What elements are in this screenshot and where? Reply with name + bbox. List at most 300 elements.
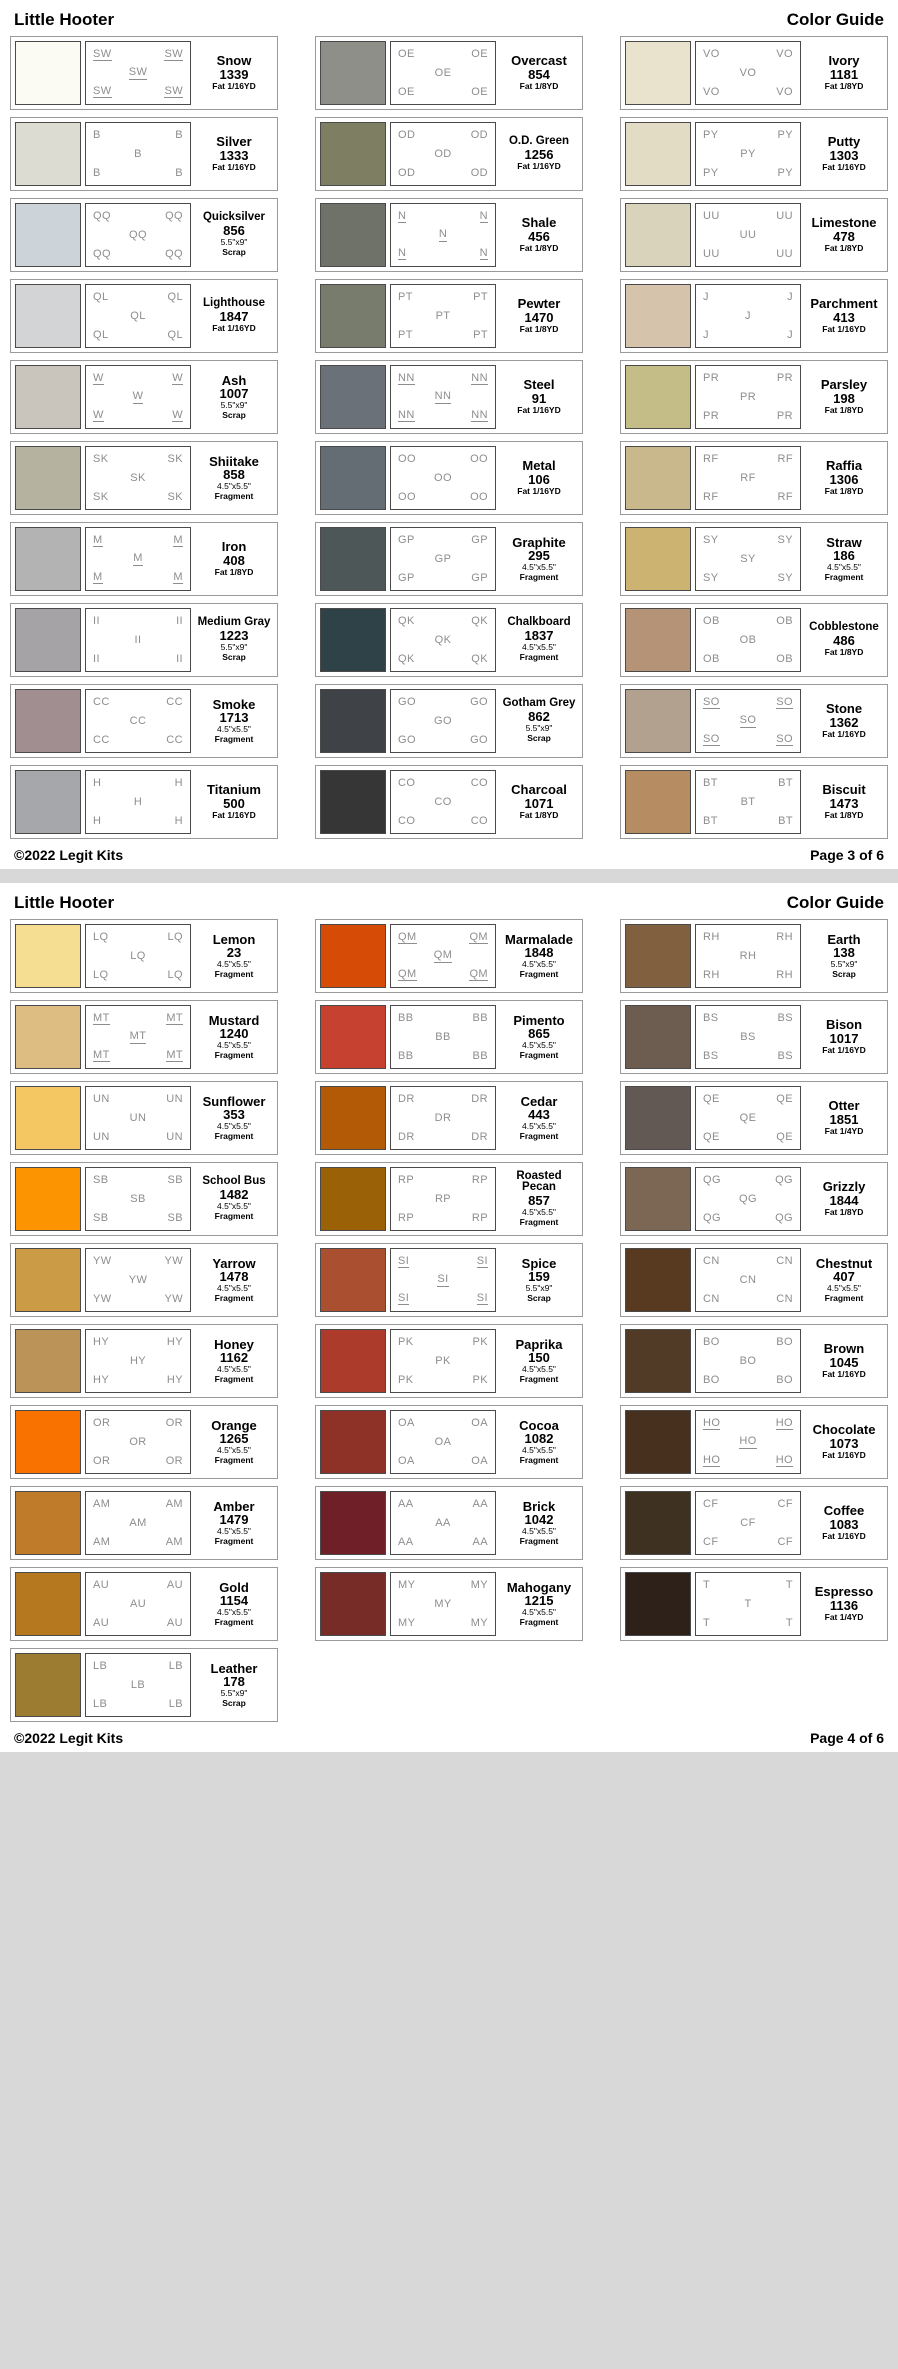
swatch-code: SY: [740, 552, 756, 565]
swatch-code: LQ: [93, 931, 109, 944]
swatch-code-row: [88, 1436, 188, 1448]
swatch-code-row: [698, 1255, 798, 1267]
swatch-cut: Fat 1/8YD: [824, 1206, 864, 1217]
swatch-info: [805, 365, 883, 429]
swatch-card[interactable]: [10, 1405, 278, 1479]
swatch-code-block: [85, 41, 191, 105]
swatch-code: HO: [739, 1435, 757, 1448]
swatch-cut: Fat 1/8YD: [824, 404, 864, 415]
swatch-code-row: [698, 714, 798, 727]
swatch-number: 1042: [524, 1511, 554, 1527]
swatch-code-block: [85, 365, 191, 429]
swatch-card[interactable]: [315, 684, 583, 758]
swatch-card[interactable]: [10, 36, 278, 110]
swatch-card[interactable]: [315, 919, 583, 993]
swatch-name: Stone: [825, 701, 863, 717]
swatch-column: [315, 36, 583, 839]
swatch-card[interactable]: [315, 765, 583, 839]
swatch-code: SI: [437, 1273, 449, 1286]
swatch-code: B: [93, 129, 101, 142]
swatch-code: OE: [471, 85, 488, 98]
color-chip: [320, 527, 386, 591]
swatch-code: RH: [739, 949, 757, 962]
swatch-size: 4.5"x5.5": [217, 724, 251, 735]
color-chip: [320, 122, 386, 186]
swatch-number: 1847: [219, 308, 249, 324]
swatch-code: UN: [93, 1130, 110, 1143]
swatch-code-row: [88, 1536, 188, 1548]
swatch-code: AM: [129, 1516, 147, 1529]
swatch-card[interactable]: [620, 1486, 888, 1560]
swatch-code-row: [88, 66, 188, 79]
swatch-card[interactable]: [10, 441, 278, 515]
swatch-card[interactable]: [620, 198, 888, 272]
swatch-code: RH: [703, 931, 720, 944]
swatch-card[interactable]: [620, 1405, 888, 1479]
swatch-cut: Fat 1/16YD: [517, 161, 561, 172]
color-chip: [625, 527, 691, 591]
swatch-card[interactable]: [620, 117, 888, 191]
swatch-code: M: [133, 552, 143, 565]
swatch-name: Spice: [521, 1255, 557, 1271]
swatch-code: CN: [703, 1255, 720, 1268]
swatch-number: 1478: [219, 1268, 249, 1284]
swatch-code-row: [698, 67, 798, 79]
swatch-name: Gotham Grey: [502, 697, 576, 710]
swatch-card[interactable]: [315, 522, 583, 596]
swatch-name: Chestnut: [815, 1255, 873, 1271]
swatch-code: RP: [471, 1211, 488, 1224]
swatch-name: Iron: [221, 539, 247, 555]
swatch-code-row: [698, 291, 798, 303]
swatch-code: AA: [435, 1516, 451, 1529]
swatch-info: [805, 770, 883, 834]
swatch-code: BB: [398, 1049, 414, 1062]
swatch-cut: Fat 1/16YD: [212, 80, 256, 91]
swatch-code: W: [93, 371, 104, 384]
swatch-code: T: [703, 1579, 711, 1592]
swatch-code-row: [393, 491, 493, 503]
color-chip: [320, 1329, 386, 1393]
swatch-card[interactable]: [620, 522, 888, 596]
swatch-cut: Fat 1/16YD: [822, 1044, 866, 1055]
swatch-code-row: [393, 472, 493, 484]
swatch-card[interactable]: [315, 1486, 583, 1560]
swatch-name: Gold: [219, 1579, 249, 1595]
color-chip: [15, 689, 81, 753]
swatch-number: 1479: [219, 1511, 249, 1527]
swatch-card[interactable]: [10, 279, 278, 353]
color-chip: [625, 1410, 691, 1474]
swatch-card[interactable]: [315, 198, 583, 272]
swatch-card[interactable]: [10, 684, 278, 758]
swatch-code-row: [698, 129, 798, 141]
swatch-code-row: [393, 228, 493, 241]
swatch-card[interactable]: [315, 1081, 583, 1155]
swatch-card[interactable]: [10, 1324, 278, 1398]
swatch-code: QE: [776, 1093, 793, 1106]
swatch-code-row: [88, 777, 188, 789]
swatch-size: 4.5"x5.5": [522, 1121, 556, 1132]
swatch-card[interactable]: [10, 1162, 278, 1236]
swatch-size: 4.5"x5.5": [217, 1445, 251, 1456]
swatch-card[interactable]: [10, 603, 278, 677]
swatch-code-row: [698, 1093, 798, 1105]
swatch-code: CN: [776, 1292, 793, 1305]
swatch-name: Yarrow: [212, 1255, 256, 1271]
swatch-code: SW: [93, 47, 112, 60]
swatch-info: [500, 924, 578, 988]
swatch-card[interactable]: [10, 1648, 278, 1722]
swatch-number: 1482: [219, 1187, 249, 1203]
swatch-code: OB: [776, 652, 793, 665]
swatch-info: [500, 284, 578, 348]
swatch-number: 500: [223, 795, 245, 811]
swatch-card[interactable]: [315, 1405, 583, 1479]
swatch-code-row: [88, 534, 188, 547]
swatch-code: OO: [434, 471, 452, 484]
color-chip: [320, 1248, 386, 1312]
swatch-code: J: [703, 291, 709, 304]
swatch-number: 865: [528, 1025, 550, 1041]
color-chip: [320, 41, 386, 105]
swatch-code-row: [698, 796, 798, 808]
color-chip: [625, 1167, 691, 1231]
color-chip: [320, 770, 386, 834]
swatch-card[interactable]: [315, 360, 583, 434]
swatch-code-row: [698, 653, 798, 665]
swatch-card[interactable]: [10, 198, 278, 272]
swatch-code-row: [393, 1455, 493, 1467]
swatch-card[interactable]: [620, 1567, 888, 1641]
swatch-number: 1362: [829, 714, 859, 730]
swatch-info: [195, 608, 273, 672]
swatch-code: QE: [776, 1130, 793, 1143]
swatch-card[interactable]: [10, 1081, 278, 1155]
swatch-code: HY: [129, 1354, 147, 1367]
swatch-code: AA: [398, 1535, 414, 1548]
swatch-code: BO: [703, 1373, 720, 1386]
swatch-cut: Fragment: [214, 490, 254, 501]
swatch-code: LB: [130, 1678, 146, 1691]
swatch-cut: Fat 1/8YD: [519, 80, 559, 91]
swatch-code: QQ: [165, 210, 183, 223]
swatch-code-block: [390, 527, 496, 591]
swatch-code: OA: [471, 1417, 488, 1430]
swatch-code: AM: [165, 1498, 183, 1511]
swatch-code: QG: [775, 1174, 793, 1187]
swatch-card[interactable]: [315, 117, 583, 191]
swatch-code: OO: [470, 453, 488, 466]
swatch-card[interactable]: [620, 1081, 888, 1155]
swatch-info: [500, 1005, 578, 1069]
swatch-code: HO: [775, 1416, 793, 1429]
swatch-code: GP: [434, 552, 452, 565]
swatch-code: PK: [472, 1373, 488, 1386]
swatch-code: PY: [703, 166, 719, 179]
swatch-code-row: [393, 1579, 493, 1591]
swatch-code-row: [393, 1336, 493, 1348]
swatch-code-row: [88, 229, 188, 241]
swatch-code: W: [93, 409, 104, 422]
swatch-code: HY: [93, 1336, 110, 1349]
swatch-code-row: [698, 167, 798, 179]
swatch-code-row: [698, 553, 798, 565]
swatch-code: NN: [398, 409, 415, 422]
swatch-code-row: [393, 1536, 493, 1548]
swatch-code-row: [698, 634, 798, 646]
swatch-size: 4.5"x5.5": [217, 959, 251, 970]
swatch-size: 5.5"x9": [525, 723, 553, 734]
swatch-code-block: [695, 527, 801, 591]
swatch-card[interactable]: [10, 360, 278, 434]
swatch-code: QM: [469, 930, 488, 943]
swatch-card[interactable]: [620, 1162, 888, 1236]
swatch-name: Amber: [213, 1498, 255, 1514]
swatch-code-block: [85, 1005, 191, 1069]
swatch-code: RF: [777, 453, 793, 466]
swatch-card[interactable]: [620, 441, 888, 515]
swatch-code-row: [698, 1598, 798, 1610]
color-chip: [15, 1491, 81, 1555]
swatch-code-block: [85, 446, 191, 510]
swatch-code-row: [698, 329, 798, 341]
swatch-code: DR: [471, 1130, 488, 1143]
swatch-size: 4.5"x5.5": [217, 481, 251, 492]
swatch-info: [500, 1410, 578, 1474]
swatch-code-row: [88, 696, 188, 708]
swatch-code: RF: [703, 453, 719, 466]
swatch-number: 159: [528, 1268, 550, 1284]
swatch-code: CF: [703, 1498, 719, 1511]
swatch-code: GO: [398, 733, 416, 746]
swatch-number: 413: [833, 309, 855, 325]
swatch-number: 1007: [219, 385, 249, 401]
swatch-card[interactable]: [620, 360, 888, 434]
swatch-card[interactable]: [315, 279, 583, 353]
swatch-code-row: [88, 167, 188, 179]
swatch-info: [805, 203, 883, 267]
swatch-code: QQ: [93, 247, 111, 260]
swatch-code: GO: [398, 696, 416, 709]
swatch-code: AM: [93, 1535, 111, 1548]
swatch-code-row: [698, 1417, 798, 1430]
swatch-number: 407: [833, 1268, 855, 1284]
swatch-number: 186: [833, 547, 855, 563]
swatch-size: 4.5"x5.5": [827, 1283, 861, 1294]
swatch-code-row: [393, 715, 493, 727]
swatch-code: CO: [434, 795, 452, 808]
swatch-number: 1083: [829, 1516, 859, 1532]
swatch-code-row: [88, 1255, 188, 1267]
swatch-code-row: [393, 796, 493, 808]
swatch-code: VO: [703, 85, 720, 98]
swatch-code: OA: [471, 1454, 488, 1467]
swatch-code-block: [85, 924, 191, 988]
swatch-code-block: [390, 284, 496, 348]
swatch-card[interactable]: [315, 1243, 583, 1317]
swatch-code-row: [698, 472, 798, 484]
swatch-code-row: [393, 67, 493, 79]
swatch-code: SW: [164, 85, 183, 98]
swatch-card[interactable]: [620, 1000, 888, 1074]
swatch-size: 4.5"x5.5": [217, 1201, 251, 1212]
swatch-code: VO: [776, 85, 793, 98]
swatch-card[interactable]: [620, 765, 888, 839]
swatch-number: 1071: [524, 795, 554, 811]
swatch-code: SY: [703, 534, 719, 547]
swatch-code: PR: [776, 409, 793, 422]
swatch-cut: Fragment: [519, 571, 559, 582]
swatch-code: CO: [470, 777, 488, 790]
swatch-name: Chocolate: [812, 1422, 876, 1438]
swatch-card[interactable]: [10, 522, 278, 596]
swatch-code: OE: [471, 48, 488, 61]
swatch-code-row: [88, 653, 188, 665]
color-chip: [320, 1086, 386, 1150]
swatch-code: II: [93, 652, 100, 665]
swatch-code-row: [698, 86, 798, 98]
swatch-name: Brown: [823, 1341, 865, 1357]
swatch-code: CC: [93, 696, 110, 709]
swatch-name: Ivory: [828, 53, 860, 69]
color-chip: [15, 203, 81, 267]
swatch-card[interactable]: [620, 919, 888, 993]
swatch-card[interactable]: [620, 1243, 888, 1317]
swatch-code-row: [393, 1131, 493, 1143]
swatch-name: Parchment: [810, 296, 878, 312]
swatch-code-row: [698, 615, 798, 627]
color-chip: [625, 689, 691, 753]
swatch-code-row: [393, 696, 493, 708]
swatch-code-block: [695, 1410, 801, 1474]
swatch-card[interactable]: [10, 765, 278, 839]
swatch-card[interactable]: [10, 1243, 278, 1317]
swatch-code-row: [698, 1050, 798, 1062]
swatch-code: N: [398, 247, 407, 260]
swatch-code: AM: [93, 1498, 111, 1511]
swatch-number: 295: [528, 547, 550, 563]
swatch-card[interactable]: [315, 441, 583, 515]
swatch-code: UN: [166, 1130, 183, 1143]
color-chip: [15, 1248, 81, 1312]
swatch-code: QK: [471, 615, 488, 628]
swatch-cut: Fragment: [519, 651, 559, 662]
swatch-code: PR: [776, 372, 793, 385]
swatch-code: B: [175, 166, 183, 179]
swatch-code: GP: [398, 534, 415, 547]
swatch-card[interactable]: [620, 36, 888, 110]
swatch-card[interactable]: [10, 919, 278, 993]
swatch-code: CO: [470, 814, 488, 827]
swatch-card[interactable]: [620, 279, 888, 353]
swatch-code-block: [390, 1086, 496, 1150]
swatch-code-row: [393, 1031, 493, 1043]
swatch-code: QM: [469, 968, 488, 981]
swatch-name: O.D. Green: [508, 135, 570, 148]
swatch-card[interactable]: [315, 1324, 583, 1398]
swatch-code-row: [88, 734, 188, 746]
swatch-code-row: [393, 534, 493, 546]
swatch-name: Putty: [827, 134, 861, 150]
swatch-code: GP: [471, 571, 488, 584]
swatch-card[interactable]: [315, 603, 583, 677]
swatch-code: CN: [739, 1273, 757, 1286]
swatch-code: SI: [476, 1292, 488, 1305]
swatch-card[interactable]: [10, 1486, 278, 1560]
swatch-card[interactable]: [315, 1162, 583, 1236]
swatch-code-row: [698, 210, 798, 222]
swatch-column: [10, 36, 278, 839]
swatch-code: SK: [130, 471, 146, 484]
swatch-number: 106: [528, 471, 550, 487]
swatch-card[interactable]: [10, 1000, 278, 1074]
swatch-info: [195, 1653, 273, 1717]
swatch-cut: Fat 1/8YD: [824, 80, 864, 91]
swatch-code-block: [390, 122, 496, 186]
swatch-code: SO: [703, 695, 720, 708]
swatch-code: BB: [398, 1012, 414, 1025]
swatch-card[interactable]: [315, 36, 583, 110]
swatch-card[interactable]: [620, 684, 888, 758]
swatch-cut: Fragment: [214, 1130, 254, 1141]
swatch-name: School Bus: [202, 1175, 266, 1188]
swatch-code: VO: [703, 48, 720, 61]
swatch-code: BB: [472, 1049, 488, 1062]
swatch-card[interactable]: [315, 1567, 583, 1641]
page-number: Page 4 of 6: [810, 1730, 884, 1746]
guide-page: [0, 883, 898, 1752]
swatch-code-block: [85, 122, 191, 186]
swatch-code: T: [703, 1616, 711, 1629]
swatch-cut: Fragment: [214, 1292, 254, 1303]
swatch-name: Parsley: [820, 377, 868, 393]
swatch-number: 478: [833, 228, 855, 244]
swatch-name: Overcast: [511, 53, 567, 69]
swatch-code: SK: [167, 490, 183, 503]
swatch-size: 4.5"x5.5": [217, 1364, 251, 1375]
swatch-number: 858: [223, 466, 245, 482]
swatch-info: [195, 689, 273, 753]
swatch-code-row: [88, 1212, 188, 1224]
swatch-info: [195, 527, 273, 591]
color-chip: [320, 924, 386, 988]
swatch-code: OD: [398, 129, 416, 142]
swatch-code: PY: [703, 129, 719, 142]
swatch-code: BO: [776, 1373, 793, 1386]
swatch-number: 1306: [829, 471, 859, 487]
swatch-info: [500, 527, 578, 591]
swatch-code: T: [785, 1579, 793, 1592]
swatch-code-row: [393, 129, 493, 141]
swatch-code-row: [88, 571, 188, 584]
swatch-cut: Fragment: [519, 1454, 559, 1465]
swatch-card[interactable]: [10, 1567, 278, 1641]
swatch-code-row: [698, 1112, 798, 1124]
swatch-card[interactable]: [620, 603, 888, 677]
swatch-code: MY: [398, 1616, 416, 1629]
page-footer: [10, 839, 888, 863]
swatch-card[interactable]: [620, 1324, 888, 1398]
swatch-number: 1017: [829, 1030, 859, 1046]
swatch-code-row: [698, 310, 798, 322]
swatch-card[interactable]: [10, 117, 278, 191]
swatch-code: RP: [398, 1211, 415, 1224]
swatch-code: OR: [93, 1454, 111, 1467]
swatch-code: MT: [129, 1030, 147, 1043]
swatch-card[interactable]: [315, 1000, 583, 1074]
swatch-code-row: [393, 247, 493, 260]
